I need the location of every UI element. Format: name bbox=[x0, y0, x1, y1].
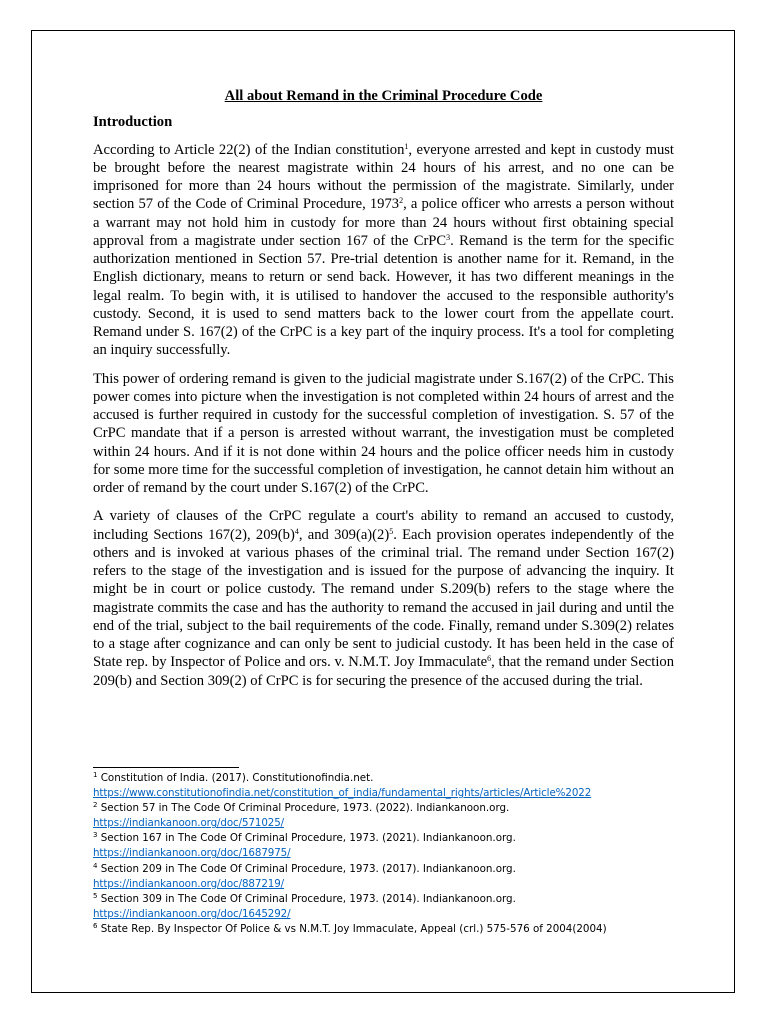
footnote-link[interactable]: https://www.constitutionofindia.net/constitution_of_india/fundamental_rights/articles/Article%2022 bbox=[93, 787, 592, 800]
footnote-2 bbox=[93, 801, 693, 816]
footnote-text: Section 209 in The Code Of Criminal Procedure, 1973. (2017). Indiankanoon.org. bbox=[97, 862, 516, 875]
footnote-6 bbox=[93, 922, 693, 937]
footnotes-section bbox=[93, 767, 693, 937]
paragraph-3-text-b: , and 309(a)(2) bbox=[298, 526, 390, 543]
footnote-1 bbox=[93, 771, 693, 786]
paragraph-2: This power of ordering remand is given to the judicial magistrate under S.167(2) of the CrPC. This power comes into picture when the investigation is not completed within 24 hours of arrest and the accused is further required in custody for the successful completion of investigation. S. 57 of the CrPC mandate that if a person is arrested without warrant, the investigation must be completed within 24 hours. And if it is not done within 24 hours and the police officer needs him in custody for some more time for the successful completion of investigation, he cannot detain him without an order of remand by the court under S.167(2) of the CrPC. bbox=[93, 370, 674, 496]
footnote-number: 6 bbox=[93, 921, 98, 930]
footnote-ref-6[interactable]: 6 bbox=[487, 654, 492, 664]
section-heading-introduction: Introduction bbox=[93, 114, 173, 131]
paragraph-1 bbox=[93, 141, 674, 360]
footnote-ref-2[interactable]: 2 bbox=[399, 196, 404, 206]
footnote-ref-3[interactable]: 3 bbox=[446, 232, 451, 242]
footnote-link[interactable]: https://indiankanoon.org/doc/571025/ bbox=[93, 817, 285, 830]
footnote-1-link-line bbox=[93, 786, 693, 801]
footnote-4-link-line bbox=[93, 877, 693, 892]
footnote-number: 2 bbox=[93, 801, 98, 810]
footnote-text: Section 167 in The Code Of Criminal Procedure, 1973. (2021). Indiankanoon.org. bbox=[97, 832, 516, 845]
paragraph-1-text-a: According to Article 22(2) of the Indian constitution bbox=[93, 141, 405, 158]
paragraph-3-text-c: . Each provision operates independently of the others and is invoked at various phases of the criminal trial. The remand under Section 167(2) refers to the stage of the investigation and is issued for the purpose of advancing the inquiry. It might be in court or police custody. The remand under S.209(b) refers to the stage where the magistrate commits the case and has the authority to remand the accused in jail during and until the end of the trial, subject to the bail requirements of the code. Finally, remand under S.309(2) relates to a stage after cognizance and can only be sent to judicial custody. It has been held in the case of State rep. by Inspector of Police and ors. v. N.M.T. Joy Immaculate bbox=[93, 526, 674, 671]
paragraph-3 bbox=[93, 507, 674, 690]
footnote-text: Section 309 in The Code Of Criminal Procedure, 1973. (2014). Indiankanoon.org. bbox=[97, 892, 516, 905]
footnote-ref-4[interactable]: 4 bbox=[294, 526, 299, 536]
footnote-number: 5 bbox=[93, 891, 98, 900]
footnote-number: 1 bbox=[93, 771, 98, 779]
paragraph-3-text-d: , that the remand under Section 209(b) and Section 309(2) of CrPC is for securing the presence of the accused during the trial. bbox=[93, 654, 674, 689]
paragraph-3-text-a: A variety of clauses of the CrPC regulate a court's ability to remand an accused to custody, including Sections 167(2), 209(b) bbox=[93, 508, 674, 543]
footnote-link[interactable]: https://indiankanoon.org/doc/1645292/ bbox=[93, 907, 291, 920]
footnote-ref-5[interactable]: 5 bbox=[389, 526, 394, 536]
footnote-number: 3 bbox=[93, 831, 98, 840]
footnote-text: Section 57 in The Code Of Criminal Procedure, 1973. (2022). Indiankanoon.org. bbox=[97, 802, 510, 815]
footnote-4 bbox=[93, 862, 693, 877]
paragraph-1-text-c: , a police officer who arrests a person without a warrant may not hold him in custody for more than 24 hours without first obtaining special approval from a magistrate under section 167 of the CrPC bbox=[93, 196, 674, 249]
footnote-3-link-line bbox=[93, 846, 693, 861]
footnote-5-link-line bbox=[93, 907, 693, 922]
paragraph-1-text-b: , everyone arrested and kept in custody must be brought before the nearest magistrate within 24 hours of his arrest, and no one can be imprisoned for more than 24 hours without the permission of the magistrate. Similarly, under section 57 of the Code of Criminal Procedure, 1973 bbox=[93, 141, 674, 213]
footnote-link[interactable]: https://indiankanoon.org/doc/887219/ bbox=[93, 877, 285, 890]
footnote-number: 4 bbox=[93, 861, 98, 870]
footnote-5 bbox=[93, 892, 693, 907]
footnote-3 bbox=[93, 831, 693, 846]
footnote-link[interactable]: https://indiankanoon.org/doc/1687975/ bbox=[93, 847, 291, 860]
document-body bbox=[93, 87, 674, 700]
footnote-text: State Rep. By Inspector Of Police & vs N.M.T. Joy Immaculate, Appeal (crl.) 575-576 of 2004(2004) bbox=[97, 922, 607, 935]
paragraph-1-text-d: . Remand is the term for the specific authorization mentioned in Section 57. Pre-trial detention is another name for it. Remand, in the English dictionary, means to return or send back. However, it has two different meanings in the legal realm. To begin with, it is utilised to handover the accused to the responsible authority's custody. Second, it is used to send matters back to the lower court from the appellate court. Remand under S. 167(2) of the CrPC is a key part of the inquiry process. It's a tool for completing an inquiry successfully. bbox=[93, 232, 674, 359]
footnote-ref-1[interactable]: 1 bbox=[404, 141, 409, 151]
footnote-2-link-line bbox=[93, 816, 693, 831]
document-title: All about Remand in the Criminal Procedure Code bbox=[224, 88, 543, 104]
footnote-separator bbox=[93, 767, 239, 768]
footnote-text: Constitution of India. (2017). Constitutionofindia.net. bbox=[97, 772, 374, 784]
